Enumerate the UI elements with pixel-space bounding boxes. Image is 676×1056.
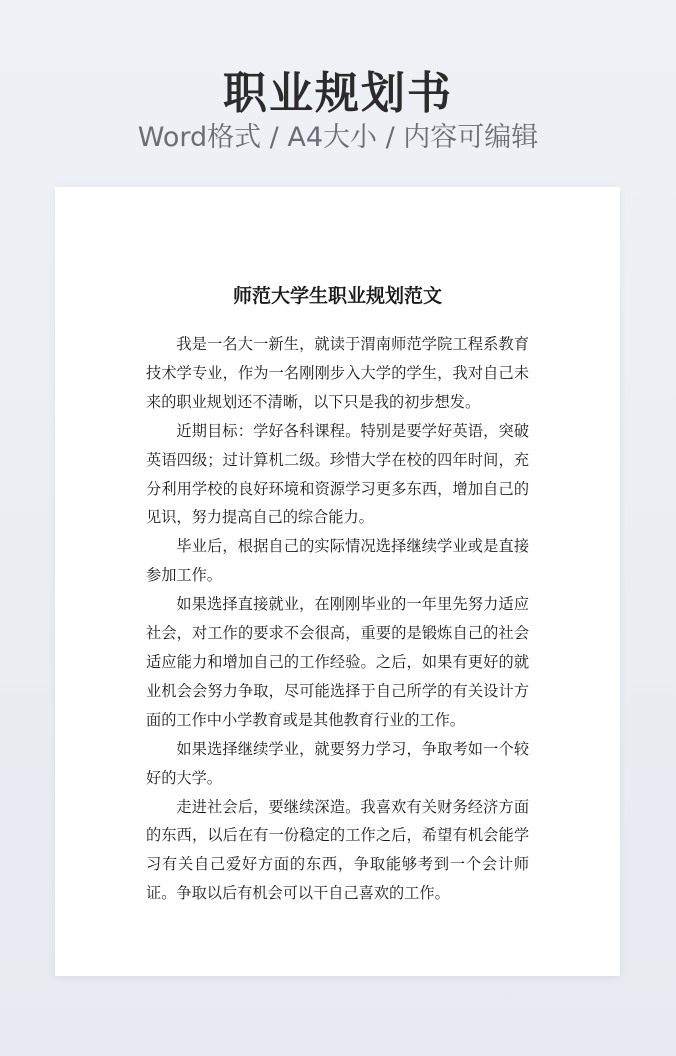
document-paragraph: 毕业后，根据自己的实际情况选择继续学业或是直接参加工作。 xyxy=(146,537,529,585)
page-subtitle: Word格式 / A4大小 / 内容可编辑 xyxy=(137,122,539,153)
page-title: 职业规划书 xyxy=(223,68,453,119)
document-body xyxy=(146,330,529,908)
document-paragraph: 近期目标：学好各科课程。特别是要学好英语，突破英语四级；过计算机二级。珍惜大学在校的四年时间，充分利用学校的良好环境和资源学习更多东西，增加自己的见识，努力提高自己的综合能力。 xyxy=(146,421,529,527)
document-title: 师范大学生职业规划范文 xyxy=(232,285,442,307)
document-paragraph: 如果选择直接就业，在刚刚毕业的一年里先努力适应社会，对工作的要求不会很高，重要的是锻炼自己的社会适应能力和增加自己的工作经验。之后，如果有更好的就业机会会努力争取，尽可能选择于自己所学的有关设计方面的工作中小学教育或是其他教育行业的工作。 xyxy=(146,595,529,729)
document-paragraph: 走进社会后，要继续深造。我喜欢有关财务经济方面的东西，以后在有一份稳定的工作之后，希望有机会能学习有关自己爱好方面的东西，争取能够考到一个会计师证。争取以后有机会可以干自己喜欢的工作。 xyxy=(146,797,529,903)
document-page xyxy=(55,187,620,976)
document-paragraph: 如果选择继续学业，就要努力学习，争取考如一个较好的大学。 xyxy=(146,739,529,787)
document-paragraph: 我是一名大一新生，就读于渭南师范学院工程系教育技术学专业，作为一名刚刚步入大学的学生，我对自己未来的职业规划还不清晰，以下只是我的初步想发。 xyxy=(146,335,529,411)
